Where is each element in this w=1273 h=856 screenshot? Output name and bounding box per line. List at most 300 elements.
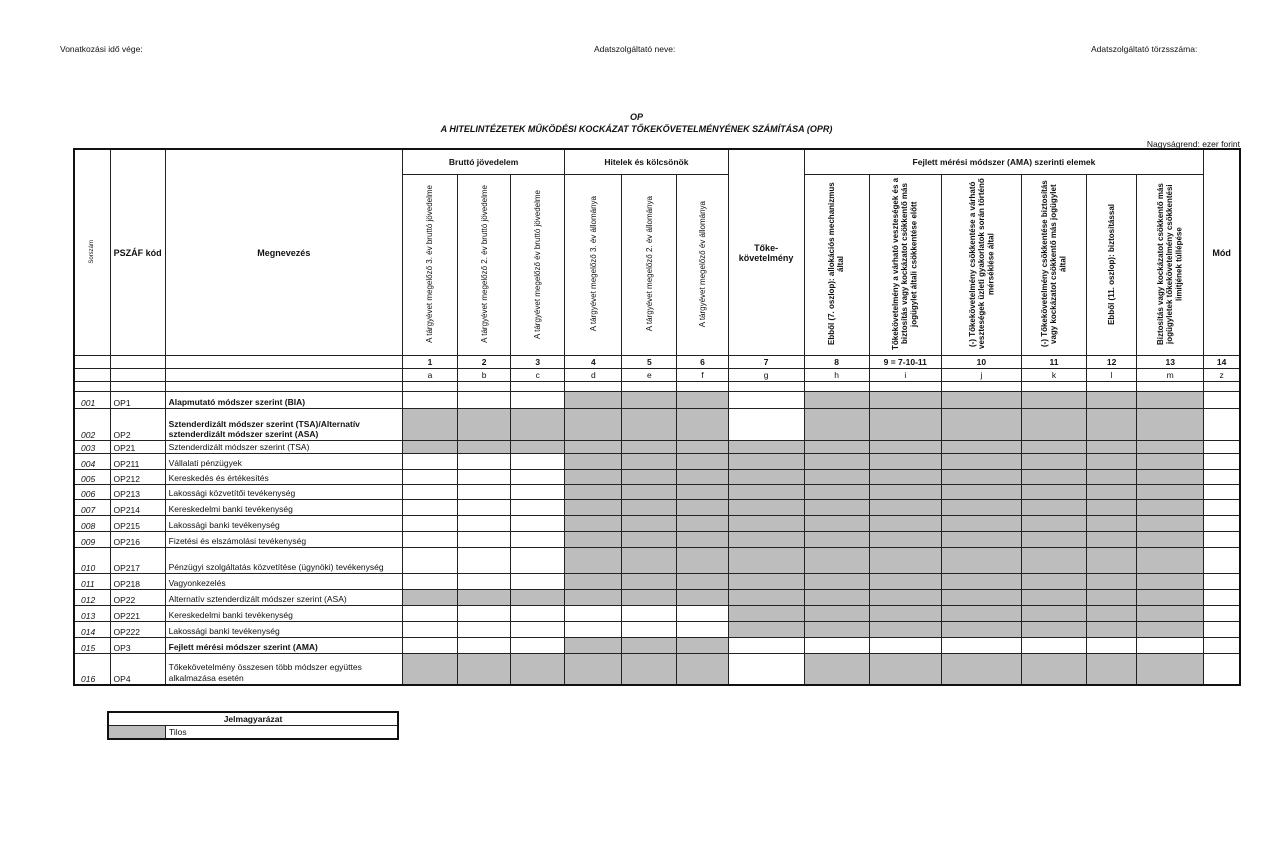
forbidden-cell: [565, 454, 622, 470]
input-cell[interactable]: [403, 574, 458, 590]
forbidden-cell: [869, 622, 941, 638]
col-letter: d: [565, 369, 622, 382]
forbidden-cell: [941, 532, 1021, 548]
table-row: [74, 638, 1240, 654]
input-cell[interactable]: [511, 454, 565, 470]
col-number: 2: [458, 356, 511, 369]
forbidden-cell: [458, 441, 511, 454]
col-letter: g: [728, 369, 804, 382]
table-row: [74, 622, 1240, 638]
forbidden-cell: [1021, 392, 1086, 409]
input-cell[interactable]: [941, 638, 1021, 654]
forbidden-cell: [941, 441, 1021, 454]
row-code: OP215: [110, 516, 165, 532]
input-cell[interactable]: [511, 606, 565, 622]
capital-requirement-table: [73, 148, 1241, 686]
forbidden-cell: [869, 574, 941, 590]
forbidden-cell: [1021, 409, 1086, 441]
row-code: OP212: [110, 470, 165, 485]
forbidden-cell: [565, 470, 622, 485]
forbidden-cell: [1021, 606, 1086, 622]
forbidden-cell: [1087, 392, 1137, 409]
input-cell[interactable]: [458, 392, 511, 409]
forbidden-cell: [869, 606, 941, 622]
forbidden-cell: [677, 532, 728, 548]
input-cell[interactable]: [458, 532, 511, 548]
input-cell[interactable]: [728, 654, 804, 685]
forbidden-cell: [1087, 548, 1137, 574]
row-number: 005: [74, 470, 110, 485]
input-cell[interactable]: [403, 622, 458, 638]
forbidden-cell: [458, 654, 511, 685]
forbidden-cell: [677, 454, 728, 470]
forbidden-cell: [1137, 500, 1204, 516]
col-letter: b: [458, 369, 511, 382]
colhead-4: A tárgyévet megelőző 3. év állománya: [565, 175, 622, 356]
input-cell[interactable]: [1204, 622, 1240, 638]
forbidden-cell: [1137, 532, 1204, 548]
input-cell[interactable]: [458, 638, 511, 654]
forbidden-cell: [869, 409, 941, 441]
legend-title: Jelmagyarázat: [108, 712, 398, 726]
forbidden-cell: [1021, 470, 1086, 485]
input-cell[interactable]: [728, 409, 804, 441]
forbidden-cell: [677, 638, 728, 654]
input-cell[interactable]: [1204, 548, 1240, 574]
forbidden-cell: [941, 516, 1021, 532]
column-number-row: [74, 356, 1240, 369]
row-code: OP211: [110, 454, 165, 470]
forbidden-cell: [728, 516, 804, 532]
input-cell[interactable]: [677, 622, 728, 638]
forbidden-cell: [728, 622, 804, 638]
table-row: [74, 470, 1240, 485]
forbidden-cell: [622, 470, 677, 485]
forbidden-cell: [1087, 574, 1137, 590]
row-code: OP3: [110, 638, 165, 654]
row-code: OP213: [110, 485, 165, 500]
col-letter: e: [622, 369, 677, 382]
forbidden-cell: [804, 574, 869, 590]
row-code: OP218: [110, 574, 165, 590]
forbidden-cell: [403, 441, 458, 454]
table-row: [74, 532, 1240, 548]
forbidden-cell: [622, 574, 677, 590]
forbidden-cell: [403, 590, 458, 606]
col-letter: h: [804, 369, 869, 382]
forbidden-cell: [1087, 485, 1137, 500]
col-number: 13: [1137, 356, 1204, 369]
forbidden-cell: [1137, 590, 1204, 606]
row-name: Vagyonkezelés: [165, 574, 402, 590]
row-number: 008: [74, 516, 110, 532]
forbidden-cell: [728, 454, 804, 470]
forbidden-cell: [565, 392, 622, 409]
forbidden-cell: [1137, 654, 1204, 685]
legend: [107, 711, 399, 740]
row-name: Fejlett mérési módszer szerint (AMA): [165, 638, 402, 654]
input-cell[interactable]: [403, 516, 458, 532]
input-cell[interactable]: [1204, 590, 1240, 606]
input-cell[interactable]: [458, 574, 511, 590]
forbidden-cell: [677, 409, 728, 441]
row-name: Fizetési és elszámolási tevékenység: [165, 532, 402, 548]
input-cell[interactable]: [403, 485, 458, 500]
forbidden-cell: [1021, 516, 1086, 532]
forbidden-cell: [804, 485, 869, 500]
forbidden-cell: [677, 485, 728, 500]
input-cell[interactable]: [458, 454, 511, 470]
row-number: 014: [74, 622, 110, 638]
input-cell[interactable]: [1204, 500, 1240, 516]
col-letter: j: [941, 369, 1021, 382]
col-number: 5: [622, 356, 677, 369]
input-cell[interactable]: [511, 622, 565, 638]
input-cell[interactable]: [622, 622, 677, 638]
forbidden-cell: [622, 532, 677, 548]
table-row: [74, 485, 1240, 500]
row-number: 002: [74, 409, 110, 441]
forbidden-cell: [1137, 470, 1204, 485]
forbidden-cell: [677, 500, 728, 516]
forbidden-cell: [622, 590, 677, 606]
row-code: OP22: [110, 590, 165, 606]
forbidden-cell: [804, 454, 869, 470]
forbidden-cell: [728, 485, 804, 500]
forbidden-cell: [804, 516, 869, 532]
forbidden-cell: [677, 654, 728, 685]
input-cell[interactable]: [511, 485, 565, 500]
forbidden-cell: [403, 409, 458, 441]
input-cell[interactable]: [403, 500, 458, 516]
forbidden-cell: [728, 441, 804, 454]
table-row: [74, 454, 1240, 470]
input-cell[interactable]: [511, 500, 565, 516]
forbidden-cell: [677, 441, 728, 454]
forbidden-cell: [1137, 622, 1204, 638]
input-cell[interactable]: [511, 470, 565, 485]
col-number: 1: [403, 356, 458, 369]
input-cell[interactable]: [511, 516, 565, 532]
forbidden-cell: [1087, 654, 1137, 685]
input-cell[interactable]: [511, 532, 565, 548]
table-row: [74, 500, 1240, 516]
input-cell[interactable]: [1204, 409, 1240, 441]
forbidden-cell: [941, 548, 1021, 574]
input-cell[interactable]: [1204, 654, 1240, 685]
col-number: 10: [941, 356, 1021, 369]
input-cell[interactable]: [1204, 454, 1240, 470]
forbidden-cell: [458, 409, 511, 441]
row-number: 015: [74, 638, 110, 654]
forbidden-cell: [869, 548, 941, 574]
col-letter: f: [677, 369, 728, 382]
forbidden-cell: [565, 548, 622, 574]
forbidden-cell: [1021, 574, 1086, 590]
forbidden-cell: [804, 409, 869, 441]
forbidden-cell: [804, 500, 869, 516]
forbidden-cell: [1021, 441, 1086, 454]
row-name: Kereskedelmi banki tevékenység: [165, 606, 402, 622]
forbidden-cell: [1137, 392, 1204, 409]
row-name: Sztenderdizált módszer szerint (TSA): [165, 441, 402, 454]
row-number: 006: [74, 485, 110, 500]
form-code: OP: [629, 112, 643, 122]
forbidden-cell: [728, 500, 804, 516]
input-cell[interactable]: [728, 638, 804, 654]
forbidden-cell: [941, 574, 1021, 590]
forbidden-cell: [565, 409, 622, 441]
forbidden-cell: [1137, 441, 1204, 454]
colhead-11: (-) Tőkekövetelmény csökkentése biztosítás vagy kockázatot csökkentő más jogügylet által: [1021, 175, 1086, 356]
input-cell[interactable]: [677, 606, 728, 622]
forbidden-cell: [565, 654, 622, 685]
input-cell[interactable]: [458, 548, 511, 574]
table-row: [74, 590, 1240, 606]
colhead-10: (-) Tőkekövetelmény csökkentése a várható veszteségek üzleti gyakorlatok során történő mérséklése által: [941, 175, 1021, 356]
forbidden-cell: [804, 548, 869, 574]
forbidden-cell: [804, 590, 869, 606]
forbidden-cell: [804, 441, 869, 454]
input-cell[interactable]: [458, 470, 511, 485]
input-cell[interactable]: [403, 392, 458, 409]
forbidden-cell: [1087, 606, 1137, 622]
row-name: Tőkekövetelmény összesen több módszer együttes alkalmazása esetén: [165, 654, 402, 685]
forbidden-cell: [677, 516, 728, 532]
col-letter: c: [511, 369, 565, 382]
input-cell[interactable]: [1021, 638, 1086, 654]
input-cell[interactable]: [1204, 516, 1240, 532]
provider-id-label: Adatszolgáltató törzsszáma:: [1091, 44, 1198, 54]
input-cell[interactable]: [869, 638, 941, 654]
input-cell[interactable]: [1204, 392, 1240, 409]
input-cell[interactable]: [1204, 574, 1240, 590]
colhead-6: A tárgyévet megelőző év állománya: [677, 175, 728, 356]
row-code: OP221: [110, 606, 165, 622]
forbidden-cell: [565, 590, 622, 606]
legend-swatch: [108, 726, 166, 740]
forbidden-cell: [804, 532, 869, 548]
forbidden-cell: [869, 500, 941, 516]
input-cell[interactable]: [1204, 485, 1240, 500]
input-cell[interactable]: [511, 638, 565, 654]
forbidden-cell: [728, 574, 804, 590]
forbidden-cell: [728, 532, 804, 548]
forbidden-cell: [941, 622, 1021, 638]
table-row: [74, 392, 1240, 409]
col-letter: m: [1137, 369, 1204, 382]
forbidden-cell: [804, 606, 869, 622]
forbidden-cell: [511, 654, 565, 685]
forbidden-cell: [565, 574, 622, 590]
forbidden-cell: [565, 532, 622, 548]
row-number: 016: [74, 654, 110, 685]
input-cell[interactable]: [403, 606, 458, 622]
forbidden-cell: [941, 485, 1021, 500]
row-name: Kereskedés és értékesítés: [165, 470, 402, 485]
form-title: A HITELINTÉZETEK MŰKÖDÉSI KOCKÁZAT TŐKEKÖVETELMÉNYÉNEK SZÁMÍTÁSA (OPR): [440, 124, 833, 134]
forbidden-cell: [941, 392, 1021, 409]
unit-label: Nagyságrend: ezer forint: [1146, 139, 1240, 149]
col-number: 11: [1021, 356, 1086, 369]
row-name: Sztenderdizált módszer szerint (TSA)/Alternatív sztenderdizált módszer szerint (ASA): [165, 409, 402, 441]
row-code: OP214: [110, 500, 165, 516]
input-cell[interactable]: [403, 638, 458, 654]
forbidden-cell: [1137, 606, 1204, 622]
forbidden-cell: [1137, 485, 1204, 500]
input-cell[interactable]: [565, 606, 622, 622]
input-cell[interactable]: [403, 548, 458, 574]
input-cell[interactable]: [622, 606, 677, 622]
group-ama: Fejlett mérési módszer (AMA) szerinti elemek: [804, 149, 1204, 175]
forbidden-cell: [941, 606, 1021, 622]
header-tokekovetelmeny: Tőke-követelmény: [728, 149, 804, 356]
forbidden-cell: [565, 638, 622, 654]
row-number: 011: [74, 574, 110, 590]
header-sorszam: Sorszám: [74, 149, 110, 356]
spacer-row: [74, 382, 1240, 392]
forbidden-cell: [511, 441, 565, 454]
forbidden-cell: [622, 409, 677, 441]
col-number: 4: [565, 356, 622, 369]
forbidden-cell: [622, 392, 677, 409]
col-number: 12: [1087, 356, 1137, 369]
input-cell[interactable]: [403, 454, 458, 470]
colhead-12: Ebből (11. oszlop): biztosítással: [1087, 175, 1137, 356]
table-row: [74, 516, 1240, 532]
forbidden-cell: [869, 485, 941, 500]
row-code: OP217: [110, 548, 165, 574]
forbidden-cell: [941, 454, 1021, 470]
forbidden-cell: [1021, 532, 1086, 548]
input-cell[interactable]: [511, 548, 565, 574]
forbidden-cell: [869, 454, 941, 470]
column-letter-row: [74, 369, 1240, 382]
colhead-13: Biztosítás vagy kockázatot csökkentő más jogügyletek tőkekövetelmény csökkentési limitjének túllépése: [1137, 175, 1204, 356]
table-row: [74, 606, 1240, 622]
header-mod: Mód: [1204, 149, 1240, 356]
row-code: OP21: [110, 441, 165, 454]
input-cell[interactable]: [1204, 606, 1240, 622]
forbidden-cell: [941, 654, 1021, 685]
input-cell[interactable]: [1204, 470, 1240, 485]
row-code: OP4: [110, 654, 165, 685]
row-number: 004: [74, 454, 110, 470]
forbidden-cell: [677, 574, 728, 590]
forbidden-cell: [677, 548, 728, 574]
forbidden-cell: [1021, 485, 1086, 500]
row-code: OP1: [110, 392, 165, 409]
forbidden-cell: [869, 654, 941, 685]
colhead-8: Ebből (7. oszlop): allokációs mechanizmus által: [804, 175, 869, 356]
forbidden-cell: [728, 470, 804, 485]
forbidden-cell: [677, 470, 728, 485]
input-cell[interactable]: [511, 392, 565, 409]
row-code: OP216: [110, 532, 165, 548]
row-name: Lakossági banki tevékenység: [165, 516, 402, 532]
input-cell[interactable]: [458, 485, 511, 500]
forbidden-cell: [1087, 441, 1137, 454]
forbidden-cell: [677, 590, 728, 606]
row-number: 009: [74, 532, 110, 548]
input-cell[interactable]: [511, 574, 565, 590]
colhead-5: A tárgyévet megelőző 2. év állománya: [622, 175, 677, 356]
input-cell[interactable]: [1204, 532, 1240, 548]
colhead-1: A tárgyévet megelőző 3. év bruttó jövedelme: [403, 175, 458, 356]
input-cell[interactable]: [458, 500, 511, 516]
input-cell[interactable]: [458, 606, 511, 622]
col-number: 6: [677, 356, 728, 369]
forbidden-cell: [869, 441, 941, 454]
row-name: Lakossági közvetítői tevékenység: [165, 485, 402, 500]
colhead-3: A tárgyévet megelőző év bruttó jövedelme: [511, 175, 565, 356]
table-row: [74, 409, 1240, 441]
forbidden-cell: [869, 532, 941, 548]
header-megnevezes: Megnevezés: [165, 149, 402, 356]
input-cell[interactable]: [1137, 638, 1204, 654]
forbidden-cell: [941, 500, 1021, 516]
reference-date-label: Vonatkozási idő vége:: [60, 44, 143, 54]
forbidden-cell: [622, 500, 677, 516]
forbidden-cell: [622, 485, 677, 500]
input-cell[interactable]: [565, 622, 622, 638]
row-name: Lakossági banki tevékenység: [165, 622, 402, 638]
forbidden-cell: [622, 638, 677, 654]
header-pszaf-kod: PSZÁF kód: [110, 149, 165, 356]
forbidden-cell: [1087, 590, 1137, 606]
input-cell[interactable]: [728, 392, 804, 409]
forbidden-cell: [804, 622, 869, 638]
row-number: 001: [74, 392, 110, 409]
forbidden-cell: [941, 409, 1021, 441]
input-cell[interactable]: [458, 622, 511, 638]
col-number: 9 = 7-10-11: [869, 356, 941, 369]
row-number: 007: [74, 500, 110, 516]
forbidden-cell: [511, 590, 565, 606]
forbidden-cell: [1137, 548, 1204, 574]
forbidden-cell: [728, 548, 804, 574]
col-letter: k: [1021, 369, 1086, 382]
input-cell[interactable]: [458, 516, 511, 532]
forbidden-cell: [1137, 409, 1204, 441]
row-number: 013: [74, 606, 110, 622]
forbidden-cell: [622, 654, 677, 685]
provider-name-label: Adatszolgáltató neve:: [594, 44, 676, 54]
forbidden-cell: [941, 590, 1021, 606]
forbidden-cell: [1087, 500, 1137, 516]
forbidden-cell: [1087, 454, 1137, 470]
input-cell[interactable]: [403, 532, 458, 548]
col-letter: z: [1204, 369, 1240, 382]
forbidden-cell: [869, 590, 941, 606]
input-cell[interactable]: [804, 638, 869, 654]
col-letter: l: [1087, 369, 1137, 382]
forbidden-cell: [622, 548, 677, 574]
row-name: Vállalati pénzügyek: [165, 454, 402, 470]
forbidden-cell: [565, 441, 622, 454]
input-cell[interactable]: [1204, 638, 1240, 654]
input-cell[interactable]: [1204, 441, 1240, 454]
col-letter: a: [403, 369, 458, 382]
forbidden-cell: [869, 470, 941, 485]
forbidden-cell: [1021, 500, 1086, 516]
input-cell[interactable]: [403, 470, 458, 485]
forbidden-cell: [565, 500, 622, 516]
row-name: Alternatív sztenderdizált módszer szerint (ASA): [165, 590, 402, 606]
row-name: Alapmutató módszer szerint (BIA): [165, 392, 402, 409]
input-cell[interactable]: [1087, 638, 1137, 654]
forbidden-cell: [622, 441, 677, 454]
